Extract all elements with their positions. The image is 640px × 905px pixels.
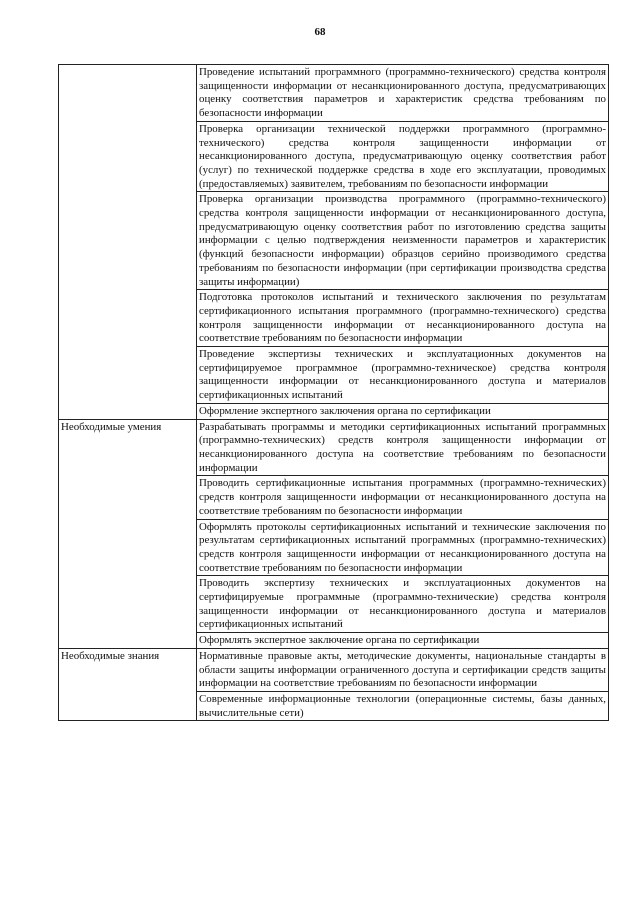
table-cell-text: Проведение экспертизы технических и эксплуатационных документов на сертифицируемое программное (программно-техническое) средства контроля защищенности информации от несанкционированного доступа и материалов сертификационных испытаний <box>197 347 609 404</box>
section-label: Необходимые умения <box>59 419 197 648</box>
table-cell-text: Проверка организации технической поддержки программного (программно-технического) средства контроля защищенности информации от несанкционированного доступа, предусматривающую оценку соответствия работ (услуг) по технической поддержке средства в ходе его эксплуатации, проводимых (предоставляемых) заявителем, требованиям по безопасности информации <box>197 121 609 192</box>
table-row <box>59 648 609 691</box>
table-cell-text: Современные информационные технологии (операционные системы, базы данных, вычислительные сети) <box>197 691 609 720</box>
section-label <box>59 65 197 420</box>
table-cell-text: Оформлять протоколы сертификационных испытаний и технические заключения по результатам сертификационных испытаний программных (программно-технических) средств контроля защищенности информации от несанкционированного доступа на соответствие требованиям по безопасности информации <box>197 519 609 576</box>
table-cell-text: Подготовка протоколов испытаний и технического заключения по результатам сертификационного испытания программного (программно-технического) средства контроля защищенности информации от несанкционированного доступа на соответствие требованиям по безопасности информации <box>197 290 609 347</box>
table-cell-text: Разрабатывать программы и методики сертификационных испытаний программных (программно-технических) средств контроля защищенности информации от несанкционированного доступа на соответствие требованиям по безопасности информации <box>197 419 609 476</box>
page-number: 68 <box>314 26 326 38</box>
table-cell-text: Проводить сертификационные испытания программных (программно-технических) средств контроля защищенности информации от несанкционированного доступа на соответствие требованиям по безопасности информации <box>197 476 609 519</box>
table-cell-text: Проводить экспертизу технических и эксплуатационных документов на сертифицируемые программные (программно-технические) средства контроля защищенности информации от несанкционированного доступа и материалов сертификационных испытаний <box>197 576 609 633</box>
table-cell-text: Проверка организации производства программного (программно-технического) средства контроля защищенности информации от несанкционированного доступа, предусматривающую оценку соответствия работ по изготовлению средства защиты информации с целью подтверждения неизменности параметров и характеристик (функций безопасности информации) образцов серийно производимого средства требованиям по безопасности информации (при сертификации производства средства защиты информации) <box>197 192 609 290</box>
table-row <box>59 419 609 476</box>
table-cell-text: Нормативные правовые акты, методические документы, национальные стандарты в области защиты информации ограниченного доступа и сертификации средств защиты информации на соответствие требованиям по безопасности информации <box>197 648 609 691</box>
section-label: Необходимые знания <box>59 648 197 721</box>
table-cell-text: Оформлять экспертное заключение органа по сертификации <box>197 633 609 649</box>
requirements-table <box>58 64 609 721</box>
table-row <box>59 65 609 122</box>
table-cell-text: Оформление экспертного заключения органа по сертификации <box>197 403 609 419</box>
table-cell-text: Проведение испытаний программного (программно-технического) средства контроля защищенности информации от несанкционированного доступа, предусматривающих оценку соответствия параметров и характеристик средства требованиям по безопасности информации <box>197 65 609 122</box>
